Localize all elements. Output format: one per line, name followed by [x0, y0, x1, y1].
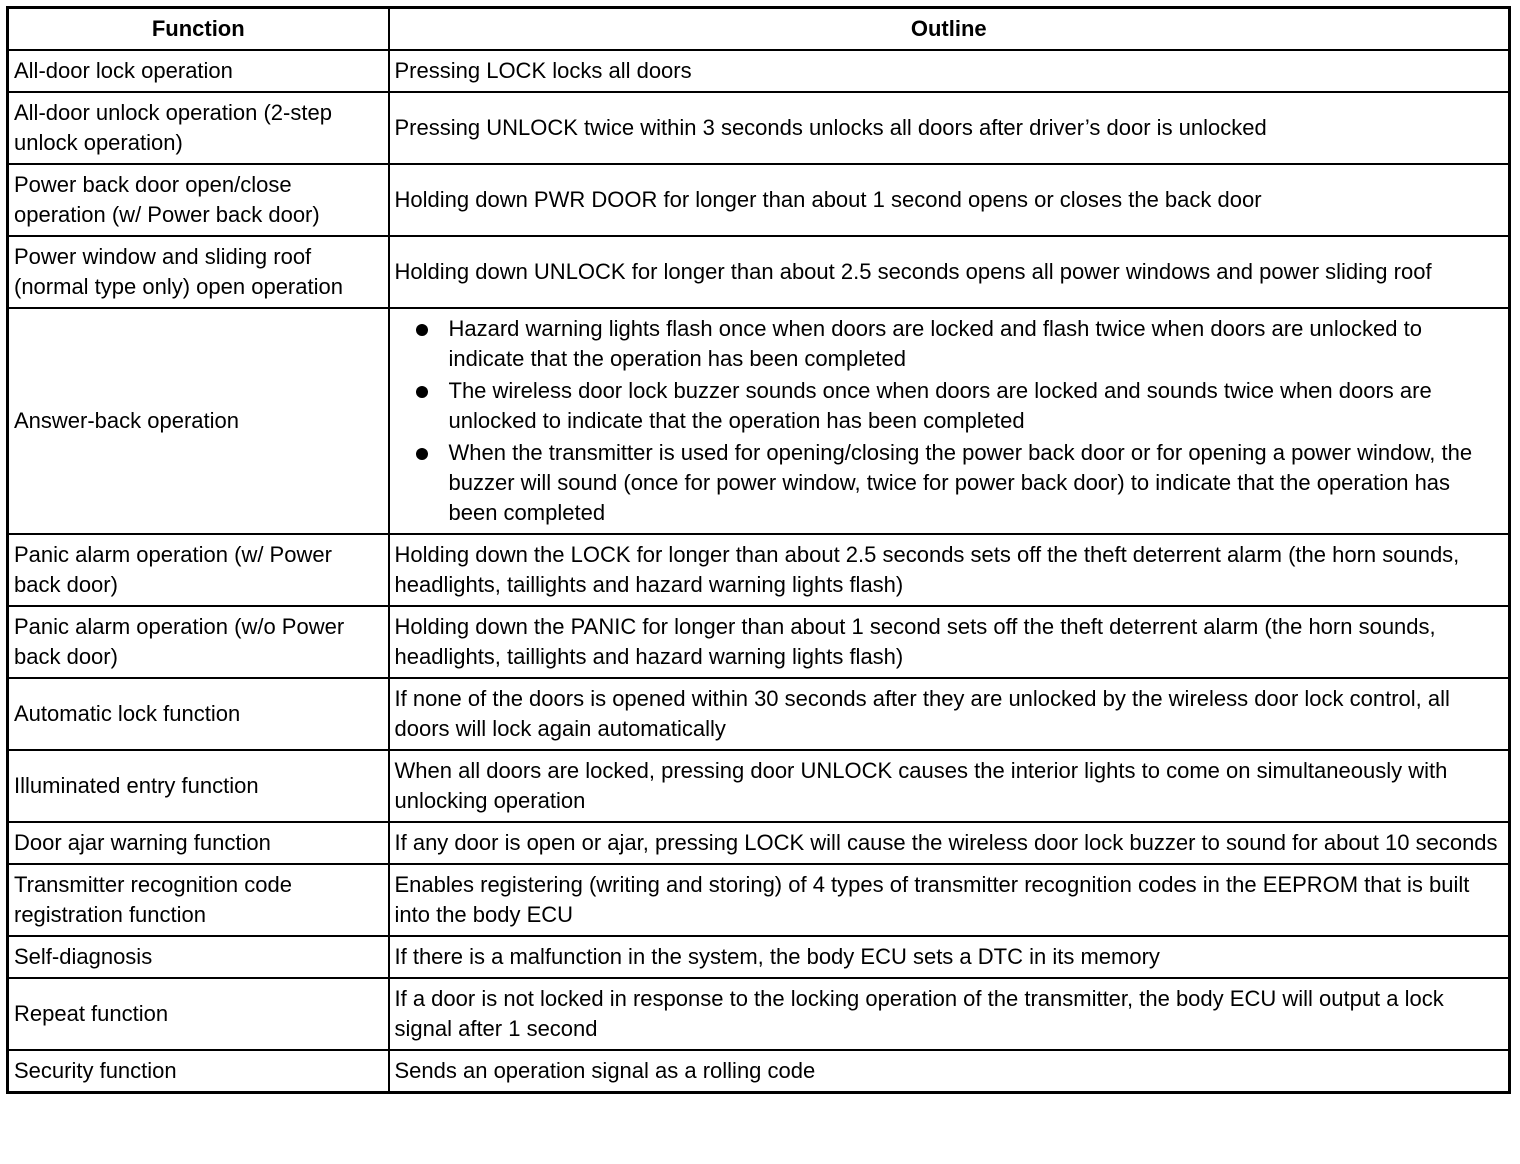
function-cell: Power back door open/close operation (w/ Power back door) [8, 164, 389, 236]
outline-cell [389, 308, 1510, 534]
table-row [8, 534, 1510, 606]
table-row [8, 978, 1510, 1050]
function-cell: All-door unlock operation (2-step unlock operation) [8, 92, 389, 164]
table-row [8, 606, 1510, 678]
outline-cell: Holding down the PANIC for longer than about 1 second sets off the theft deterrent alarm (the horn sounds, headlights, taillights and hazard warning lights flash) [389, 606, 1510, 678]
function-cell: Self-diagnosis [8, 936, 389, 978]
table-row [8, 164, 1510, 236]
outline-cell: If none of the doors is opened within 30 seconds after they are unlocked by the wireless door lock control, all doors will lock again automatically [389, 678, 1510, 750]
function-cell: Panic alarm operation (w/ Power back door) [8, 534, 389, 606]
function-cell: Panic alarm operation (w/o Power back door) [8, 606, 389, 678]
outline-cell: Pressing LOCK locks all doors [389, 50, 1510, 92]
outline-cell: When all doors are locked, pressing door UNLOCK causes the interior lights to come on simultaneously with unlocking operation [389, 750, 1510, 822]
bullet-text: When the transmitter is used for opening/closing the power back door or for opening a power window, the buzzer will sound (once for power window, twice for power back door) to indicate that the operation has been completed [448, 440, 1473, 525]
outline-cell: If any door is open or ajar, pressing LOCK will cause the wireless door lock buzzer to sound for about 10 seconds [389, 822, 1510, 864]
function-cell: Repeat function [8, 978, 389, 1050]
outline-cell: Holding down the LOCK for longer than about 2.5 seconds sets off the theft deterrent alarm (the horn sounds, headlights, taillights and hazard warning lights flash) [389, 534, 1510, 606]
outline-cell: Holding down UNLOCK for longer than about 2.5 seconds opens all power windows and power sliding roof [389, 236, 1510, 308]
table-row [8, 50, 1510, 92]
function-cell: Security function [8, 1050, 389, 1093]
outline-cell: Pressing UNLOCK twice within 3 seconds unlocks all doors after driver’s door is unlocked [389, 92, 1510, 164]
table-row [8, 822, 1510, 864]
outline-cell: Holding down PWR DOOR for longer than about 1 second opens or closes the back door [389, 164, 1510, 236]
function-cell: Automatic lock function [8, 678, 389, 750]
bullet-item [414, 438, 1504, 528]
bullet-text: The wireless door lock buzzer sounds once when doors are locked and sounds twice when doors are unlocked to indicate that the operation has been completed [448, 378, 1432, 433]
function-outline-table [6, 6, 1511, 1094]
bullet-item [414, 376, 1504, 436]
function-cell: Answer-back operation [8, 308, 389, 534]
table-row [8, 92, 1510, 164]
function-cell: Transmitter recognition code registration function [8, 864, 389, 936]
bullet-item [414, 314, 1504, 374]
table-row [8, 236, 1510, 308]
table-row [8, 308, 1510, 534]
outline-bullet-list [395, 314, 1504, 528]
column-header-function: Function [8, 8, 389, 51]
outline-cell: If a door is not locked in response to the locking operation of the transmitter, the body ECU will output a lock signal after 1 second [389, 978, 1510, 1050]
bullet-dot-icon [416, 386, 428, 398]
outline-cell: If there is a malfunction in the system, the body ECU sets a DTC in its memory [389, 936, 1510, 978]
bullet-dot-icon [416, 324, 428, 336]
table-row [8, 750, 1510, 822]
function-cell: Illuminated entry function [8, 750, 389, 822]
function-cell: Door ajar warning function [8, 822, 389, 864]
outline-cell: Enables registering (writing and storing) of 4 types of transmitter recognition codes in the EEPROM that is built into the body ECU [389, 864, 1510, 936]
bullet-text: Hazard warning lights flash once when doors are locked and flash twice when doors are unlocked to indicate that the operation has been completed [448, 316, 1422, 371]
function-cell: Power window and sliding roof (normal type only) open operation [8, 236, 389, 308]
table-row [8, 864, 1510, 936]
table-row [8, 678, 1510, 750]
table-row [8, 1050, 1510, 1093]
table-header-row [8, 8, 1510, 51]
function-cell: All-door lock operation [8, 50, 389, 92]
outline-cell: Sends an operation signal as a rolling code [389, 1050, 1510, 1093]
bullet-dot-icon [416, 448, 428, 460]
column-header-outline: Outline [389, 8, 1510, 51]
table-row [8, 936, 1510, 978]
